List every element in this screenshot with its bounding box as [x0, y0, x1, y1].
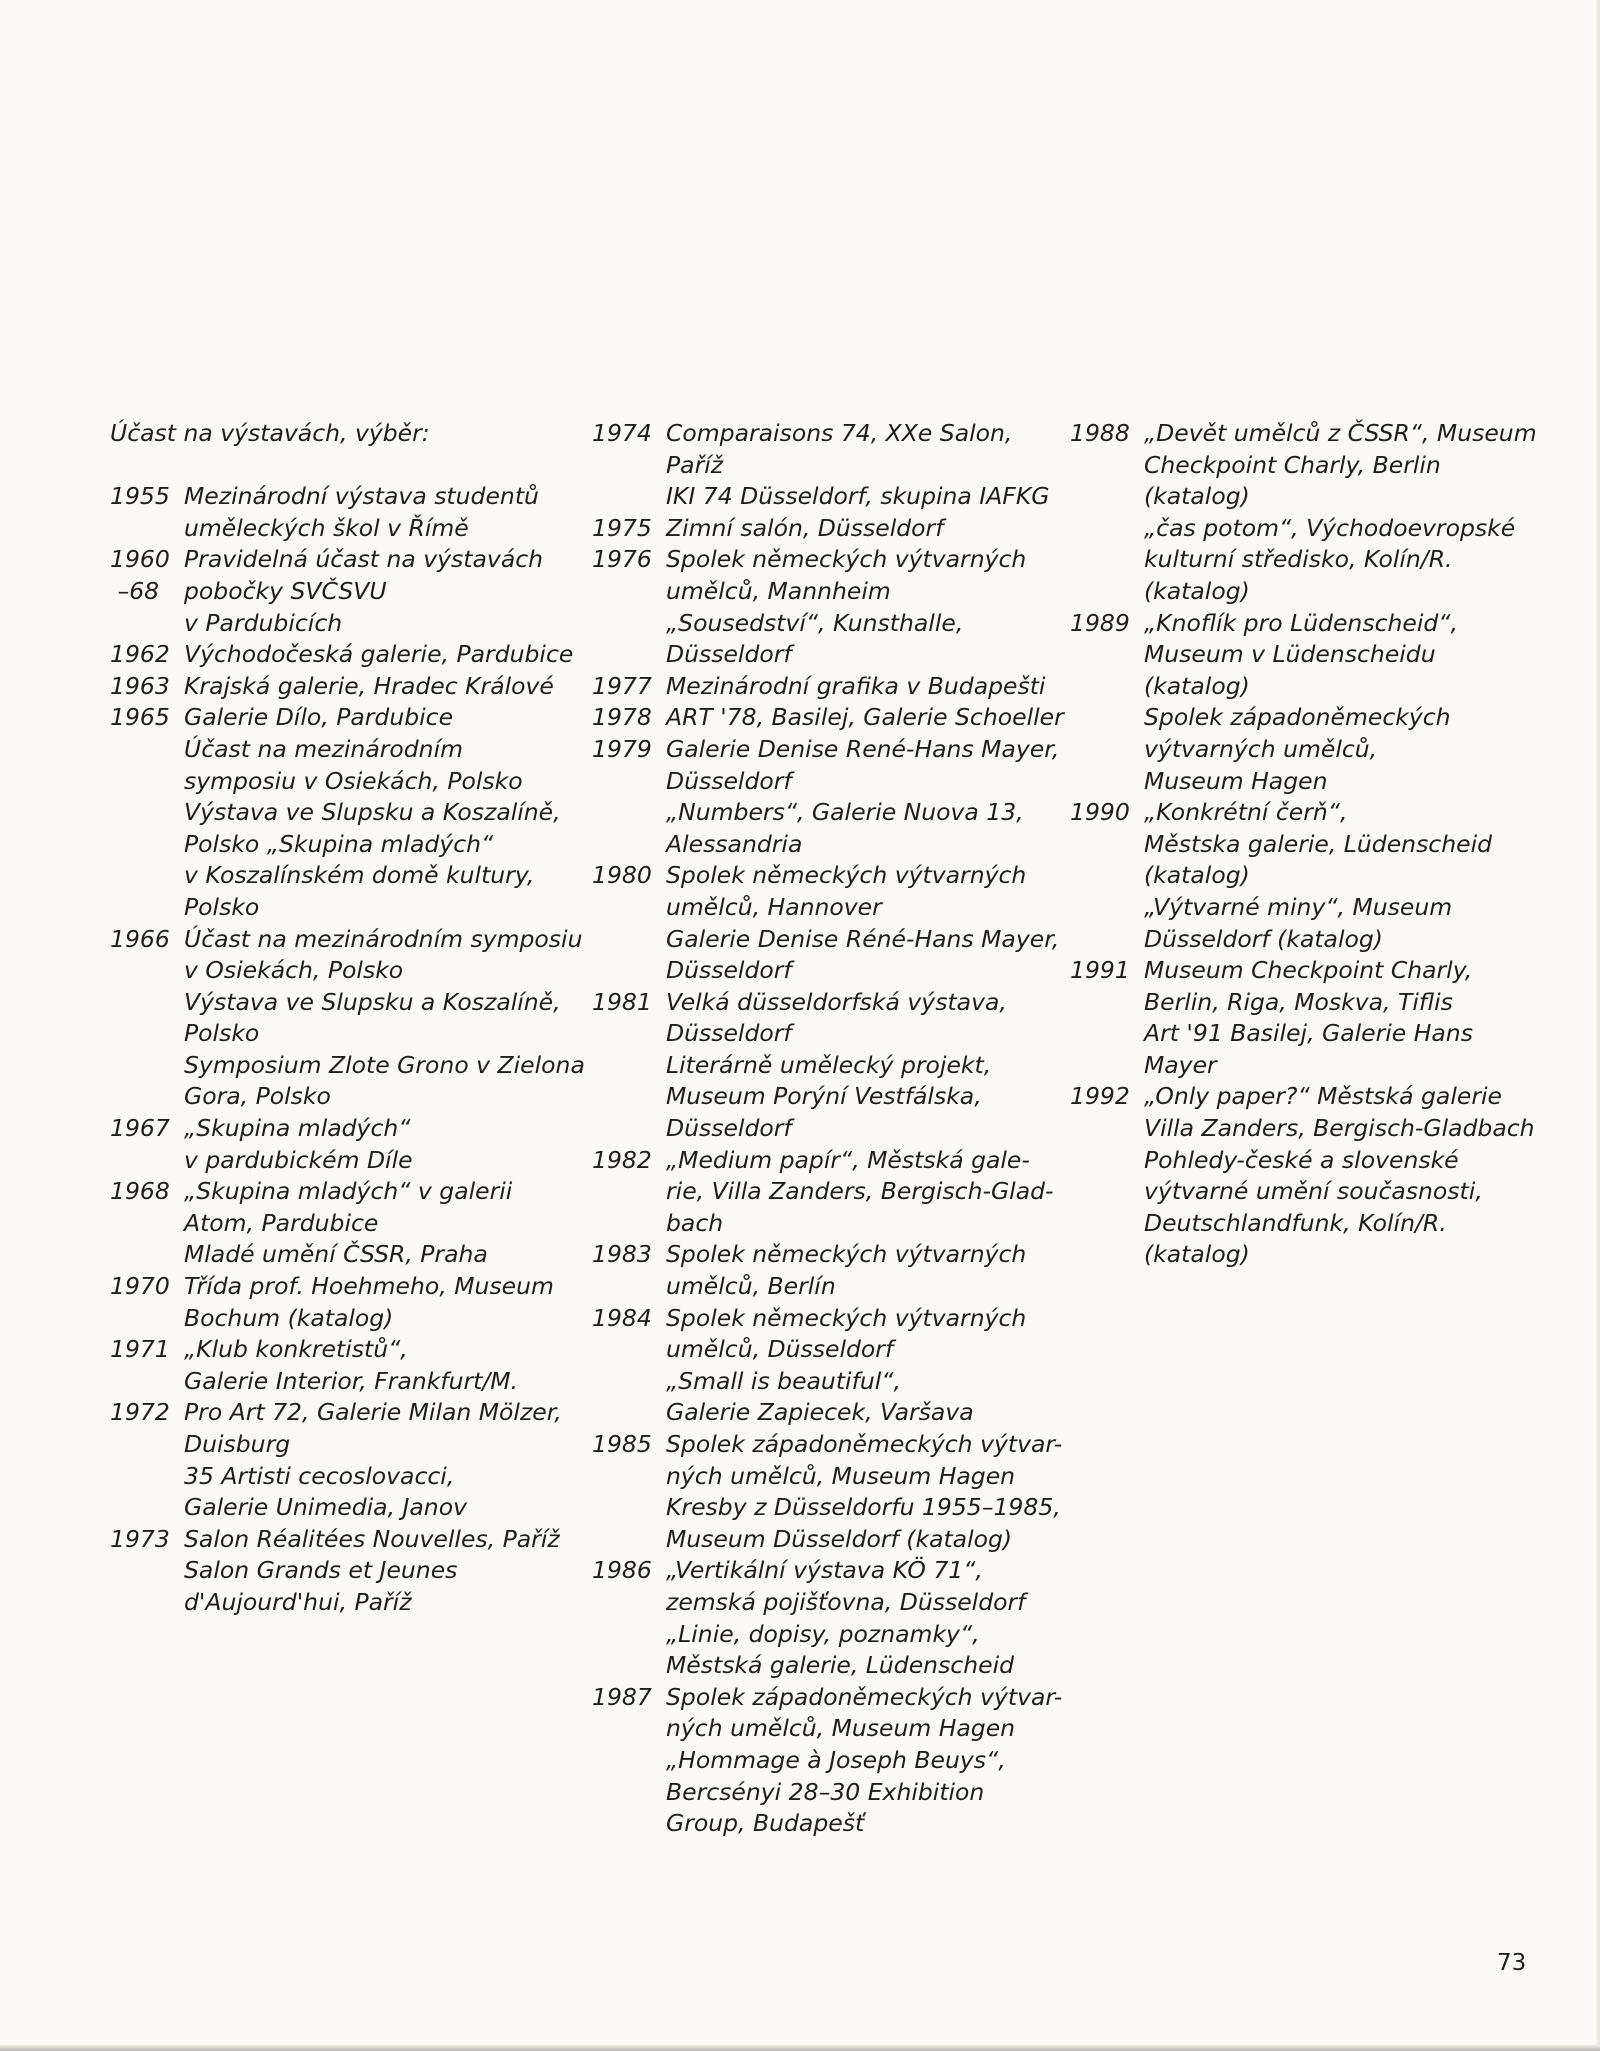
entry-year: 1965 — [110, 703, 170, 732]
entry-line: výtvarné umění současnosti, — [1144, 1177, 1483, 1206]
entry-line: Zimní salón, Düsseldorf — [666, 513, 944, 542]
exhibition-entry — [592, 987, 1072, 1145]
entry-text — [666, 860, 1072, 986]
column-1 — [110, 418, 590, 1619]
exhibition-entry — [592, 1555, 1072, 1681]
entry-line: „Devět umělců z ČSSR“, Museum — [1144, 419, 1537, 447]
entry-line: „Sousedství“, Kunsthalle, — [666, 608, 964, 637]
exhibition-entry — [592, 702, 1072, 734]
column-2 — [592, 418, 1072, 1840]
exhibition-entry — [592, 1239, 1072, 1302]
exhibition-entry — [592, 513, 1072, 545]
entry-text — [1144, 797, 1570, 955]
entry-text — [1144, 955, 1570, 1081]
exhibition-entry — [110, 1524, 590, 1619]
entry-line: Mezinárodní výstava studentů — [184, 482, 539, 511]
entry-line: Galerie Unimedia, Janov — [184, 1493, 467, 1522]
entry-text — [184, 1397, 590, 1523]
exhibition-entry — [592, 1429, 1072, 1555]
entry-year: 1979 — [592, 734, 652, 763]
exhibition-entry — [110, 544, 590, 576]
entry-line: Duisburg — [184, 1430, 291, 1458]
entry-line: v Osiekách, Polsko — [184, 956, 404, 985]
entry-line: Spolek německých výtvarných — [666, 1303, 1027, 1332]
entry-line: Literárně umělecký projekt, — [666, 1050, 992, 1079]
entry-year: 1984 — [592, 1303, 652, 1332]
entry-line: Bochum (katalog) — [184, 1303, 394, 1332]
entry-line: Düsseldorf — [666, 956, 792, 985]
entry-year: 1970 — [110, 1272, 170, 1301]
exhibition-entry — [592, 734, 1072, 860]
entry-line: „Konkrétní čerň“, — [1144, 798, 1348, 827]
entry-line: „Knoflík pro Lüdenscheid“, — [1144, 608, 1458, 637]
entry-year: 1955 — [110, 482, 170, 511]
entry-year: 1962 — [110, 640, 170, 669]
entry-line: Museum Checkpoint Charly, — [1144, 956, 1473, 985]
entry-line: Museum v Lüdenscheidu — [1144, 640, 1436, 669]
entry-line: ART '78, Basilej, Galerie Schoeller — [666, 703, 1064, 732]
entry-year: 1977 — [592, 671, 652, 700]
entry-line: Museum Düsseldorf (katalog) — [666, 1524, 1013, 1553]
exhibition-entry — [110, 639, 590, 671]
entry-line: Checkpoint Charly, Berlin — [1144, 450, 1441, 479]
entry-year: 1963 — [110, 671, 170, 700]
exhibition-entry — [1070, 418, 1570, 608]
entry-text — [666, 544, 1072, 670]
entry-text — [666, 1239, 1072, 1302]
entry-line: „Only paper?“ Městská galerie — [1144, 1082, 1502, 1111]
entry-line: „Medium papír“, Městská gale- — [666, 1145, 1030, 1174]
entry-line: Pohledy-české a slovenské — [1144, 1145, 1459, 1174]
entry-year: 1985 — [592, 1430, 652, 1458]
entry-text — [184, 702, 590, 923]
exhibition-entry — [1070, 1081, 1570, 1271]
exhibition-list — [592, 418, 1072, 1840]
page-bottom-edge — [0, 2045, 1600, 2051]
entry-text — [184, 576, 590, 639]
entry-line: Paříž — [666, 450, 724, 479]
entry-line: Spolek německých výtvarných — [666, 1240, 1027, 1269]
entry-line: Gora, Polsko — [184, 1082, 331, 1111]
entry-line: Krajská galerie, Hradec Králové — [184, 671, 554, 700]
entry-line: „Skupina mladých“ — [184, 1114, 411, 1143]
entry-text — [184, 1334, 590, 1397]
entry-line: (katalog) — [1144, 671, 1250, 700]
entry-line: umělců, Düsseldorf — [666, 1335, 894, 1364]
entry-line: umělců, Berlín — [666, 1272, 836, 1301]
entry-line: Účast na mezinárodním symposiu — [184, 924, 583, 953]
entry-line: Museum Porýní Vestfálska, — [666, 1082, 982, 1111]
entry-year: 1980 — [592, 861, 652, 890]
entry-line: Comparaisons 74, XXe Salon, — [666, 419, 1013, 447]
entry-year: 1988 — [1070, 419, 1130, 447]
entry-text — [666, 671, 1072, 703]
section-heading: Účast na výstavách, výběr: — [110, 419, 430, 447]
entry-line: Alessandria — [666, 829, 803, 858]
entry-text — [184, 1176, 590, 1271]
entry-line: v Pardubicích — [184, 608, 343, 637]
entry-line: Pravidelná účast na výstavách — [184, 545, 544, 574]
entry-year: 1990 — [1070, 798, 1130, 827]
entry-line: „Linie, dopisy, poznamky“, — [666, 1619, 980, 1648]
entry-text — [184, 544, 590, 576]
entry-line: Pro Art 72, Galerie Milan Mölzer, — [184, 1398, 562, 1427]
entry-line: Polsko — [184, 892, 260, 921]
entry-line: rie, Villa Zanders, Bergisch-Glad- — [666, 1177, 1054, 1206]
entry-line: Villa Zanders, Bergisch-Gladbach — [1144, 1114, 1535, 1143]
entry-year: 1973 — [110, 1524, 170, 1553]
entry-line: Galerie Interior, Frankfurt/M. — [184, 1366, 519, 1395]
entry-line: Salon Grands et Jeunes — [184, 1556, 458, 1585]
entry-text — [184, 924, 590, 1114]
exhibition-list — [1070, 418, 1570, 1271]
exhibition-entry — [592, 860, 1072, 986]
entry-line: Düsseldorf — [666, 1019, 792, 1048]
entry-line: Düsseldorf — [666, 640, 792, 669]
entry-line: Městská galerie, Lüdenscheid — [666, 1651, 1015, 1680]
entry-text — [666, 1303, 1072, 1429]
entry-text — [1144, 1081, 1570, 1271]
entry-line: Účast na mezinárodním — [184, 734, 463, 763]
entry-text — [666, 1145, 1072, 1240]
entry-year: 1971 — [110, 1335, 170, 1364]
exhibition-entry — [110, 1397, 590, 1523]
entry-line: Museum Hagen — [1144, 766, 1328, 795]
entry-year: 1974 — [592, 419, 652, 447]
entry-line: Městska galerie, Lüdenscheid — [1144, 829, 1493, 858]
entry-line: „čas potom“, Východoevropské — [1144, 513, 1516, 542]
entry-line: Symposium Zlote Grono v Zielona — [184, 1050, 585, 1079]
entry-line: Polsko „Skupina mladých“ — [184, 829, 494, 858]
entry-year: 1968 — [110, 1177, 170, 1206]
exhibition-entry — [1070, 955, 1570, 1081]
entry-line: „Hommage à Joseph Beuys“, — [666, 1745, 1006, 1774]
entry-text — [1144, 418, 1570, 608]
entry-line: „Small is beautiful“, — [666, 1366, 901, 1395]
entry-line: Deutschlandfunk, Kolín/R. — [1144, 1208, 1447, 1237]
entry-line: výtvarných umělců, — [1144, 734, 1378, 763]
entry-text — [184, 639, 590, 671]
entry-line: symposiu v Osiekách, Polsko — [184, 766, 523, 795]
page-number: 73 — [1497, 1950, 1527, 1976]
entry-year: 1986 — [592, 1556, 652, 1585]
entry-text — [666, 987, 1072, 1145]
entry-line: Düsseldorf (katalog) — [1144, 924, 1383, 953]
exhibition-entry — [110, 481, 590, 544]
entry-line: zemská pojišťovna, Düsseldorf — [666, 1587, 1026, 1616]
entry-year: 1982 — [592, 1145, 652, 1174]
entry-line: (katalog) — [1144, 482, 1250, 511]
entry-line: Spolek západoněmeckých — [1144, 703, 1451, 732]
entry-year: 1960 — [110, 545, 170, 574]
entry-line: pobočky SVČSVU — [184, 576, 387, 605]
entry-line: Düsseldorf — [666, 1114, 792, 1143]
entry-line: d'Aujourd'hui, Paříž — [184, 1587, 412, 1616]
entry-line: Kresby z Düsseldorfu 1955–1985, — [666, 1493, 1061, 1522]
entry-text — [184, 481, 590, 544]
entry-text — [184, 671, 590, 703]
page-edge — [1596, 0, 1600, 2051]
entry-line: (katalog) — [1144, 861, 1250, 890]
entry-line: Mladé umění ČSSR, Praha — [184, 1240, 488, 1269]
exhibition-entry — [1070, 797, 1570, 955]
entry-text — [666, 1682, 1072, 1840]
entry-line: Spolek západoněmeckých výtvar- — [666, 1682, 1063, 1711]
entry-line: Mayer — [1144, 1050, 1217, 1079]
entry-line: Bercsényi 28–30 Exhibition — [666, 1777, 985, 1806]
exhibition-entry — [592, 418, 1072, 513]
entry-line: Group, Budapešť — [666, 1809, 865, 1838]
exhibition-entry — [592, 1303, 1072, 1429]
entry-line: Východočeská galerie, Pardubice — [184, 640, 574, 669]
entry-line: ných umělců, Museum Hagen — [666, 1461, 1016, 1490]
entry-line: Polsko — [184, 1019, 260, 1048]
entry-text — [184, 1524, 590, 1619]
entry-year: 1992 — [1070, 1082, 1130, 1111]
entry-line: Výstava ve Slupsku a Koszalíně, — [184, 798, 561, 827]
exhibition-entry — [1070, 608, 1570, 798]
entry-text — [666, 734, 1072, 860]
entry-text — [666, 702, 1072, 734]
exhibition-entry — [592, 544, 1072, 670]
entry-line: Spolek německých výtvarných — [666, 861, 1027, 890]
entry-year: 1987 — [592, 1682, 652, 1711]
entry-line: bach — [666, 1208, 724, 1237]
entry-text — [666, 1555, 1072, 1681]
entry-line: Galerie Dílo, Pardubice — [184, 703, 454, 732]
exhibition-entry — [110, 671, 590, 703]
exhibition-entry — [110, 576, 590, 639]
exhibition-entry — [110, 1113, 590, 1176]
entry-year: 1967 — [110, 1114, 170, 1143]
entry-line: Spolek německých výtvarných — [666, 545, 1027, 574]
entry-year: 1989 — [1070, 608, 1130, 637]
entry-line: „Klub konkretistů“, — [184, 1335, 408, 1364]
entry-text — [184, 1271, 590, 1334]
entry-year: –68 — [110, 576, 160, 605]
entry-year: 1991 — [1070, 956, 1130, 985]
entry-year: 1981 — [592, 987, 652, 1016]
exhibition-entry — [592, 1145, 1072, 1240]
exhibition-list — [110, 481, 590, 1618]
entry-text — [666, 513, 1072, 545]
entry-year: 1966 — [110, 924, 170, 953]
entry-line: „Vertikální výstava KÖ 71“, — [666, 1556, 983, 1585]
entry-line: umělců, Mannheim — [666, 576, 891, 605]
entry-line: v pardubickém Díle — [184, 1145, 413, 1174]
entry-year: 1978 — [592, 703, 652, 732]
entry-line: (katalog) — [1144, 1240, 1250, 1269]
entry-text — [666, 418, 1072, 513]
entry-line: Salon Réalitées Nouvelles, Paříž — [184, 1524, 560, 1553]
entry-year: 1975 — [592, 513, 652, 542]
entry-line: uměleckých škol v Římě — [184, 513, 469, 542]
column-3 — [1070, 418, 1570, 1271]
exhibition-entry — [110, 1334, 590, 1397]
entry-line: Spolek západoněmeckých výtvar- — [666, 1430, 1063, 1458]
entry-line: Galerie Denise René-Hans Mayer, — [666, 734, 1060, 763]
entry-line: Düsseldorf — [666, 766, 792, 795]
entry-line: Galerie Zapiecek, Varšava — [666, 1398, 974, 1427]
exhibition-entry — [110, 702, 590, 923]
entry-line: Art '91 Basilej, Galerie Hans — [1144, 1019, 1473, 1048]
exhibition-entry — [110, 1176, 590, 1271]
entry-line: Třída prof. Hoehmeho, Museum — [184, 1272, 554, 1301]
entry-line: (katalog) — [1144, 576, 1250, 605]
exhibition-entry — [110, 924, 590, 1114]
entry-year: 1972 — [110, 1398, 170, 1427]
entry-text — [1144, 608, 1570, 798]
entry-line: ných umělců, Museum Hagen — [666, 1714, 1016, 1743]
entry-line: IKI 74 Düsseldorf, skupina IAFKG — [666, 482, 1050, 511]
entry-line: kulturní středisko, Kolín/R. — [1144, 545, 1453, 574]
entry-line: Galerie Denise Réné-Hans Mayer, — [666, 924, 1060, 953]
entry-line: Atom, Pardubice — [184, 1208, 379, 1237]
entry-year: 1983 — [592, 1240, 652, 1269]
entry-line: v Koszalínském domě kultury, — [184, 861, 535, 890]
entry-line: Výstava ve Slupsku a Koszalíně, — [184, 987, 561, 1016]
entry-line: 35 Artisti cecoslovacci, — [184, 1461, 455, 1490]
entry-line: Mezinárodní grafika v Budapešti — [666, 671, 1046, 700]
exhibition-entry — [592, 671, 1072, 703]
exhibition-entry — [110, 1271, 590, 1334]
entry-text — [666, 1429, 1072, 1555]
entry-line: „Numbers“, Galerie Nuova 13, — [666, 798, 1024, 827]
entry-year: 1976 — [592, 545, 652, 574]
entry-text — [184, 1113, 590, 1176]
entry-line: „Skupina mladých“ v galerii — [184, 1177, 513, 1206]
exhibition-entry — [592, 1682, 1072, 1840]
entry-line: umělců, Hannover — [666, 892, 882, 921]
entry-line: Velká düsseldorfská výstava, — [666, 987, 1007, 1016]
entry-line: „Výtvarné miny“, Museum — [1144, 892, 1453, 921]
entry-line: Berlin, Riga, Moskva, Tiflis — [1144, 987, 1453, 1016]
